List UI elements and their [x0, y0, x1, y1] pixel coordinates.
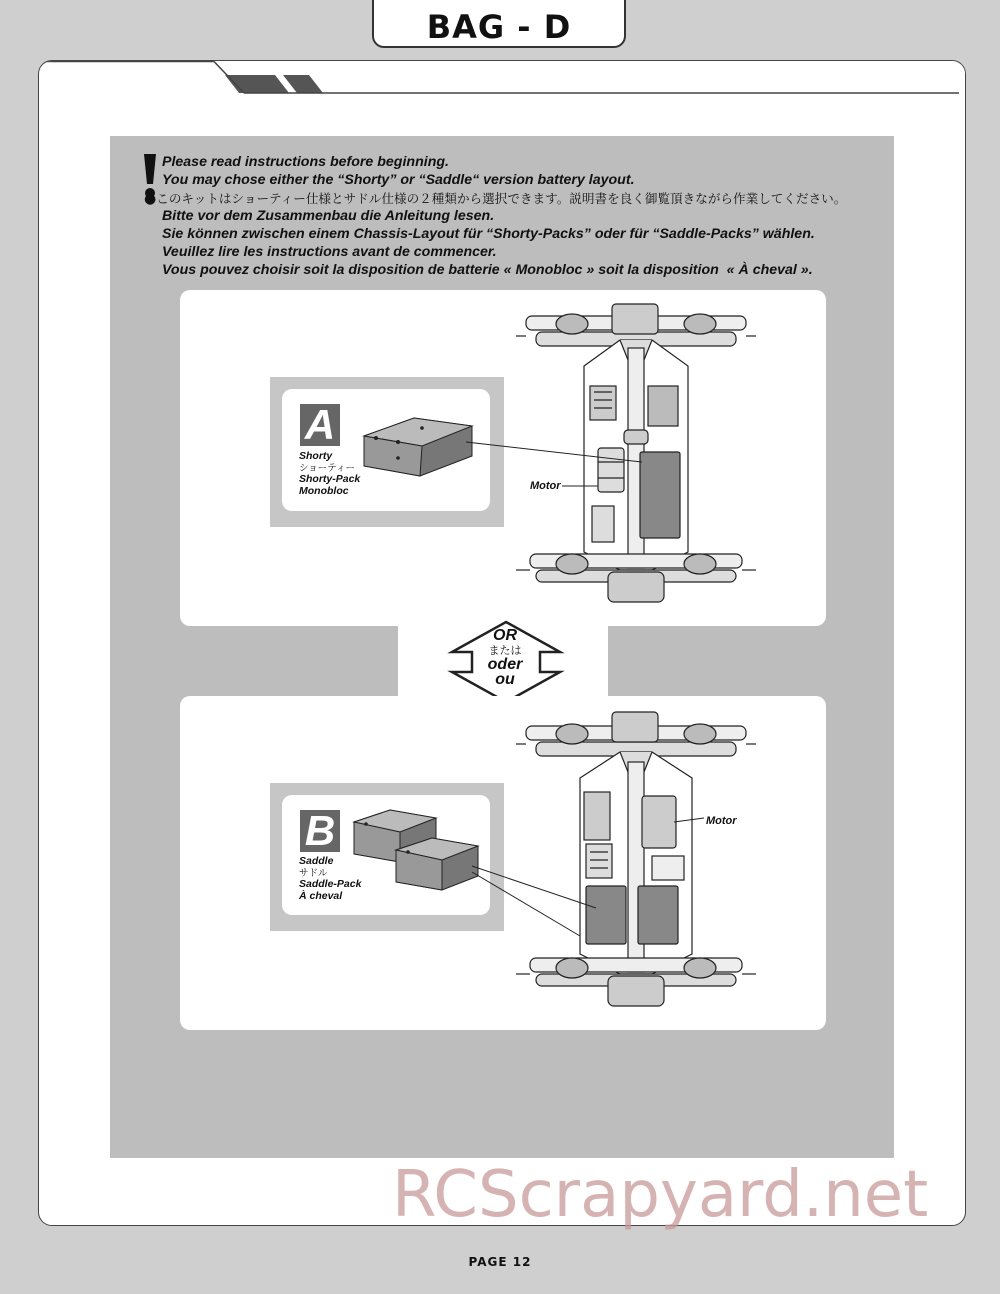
- option-b-caption: Saddle サドル Saddle-Pack À cheval: [299, 855, 362, 902]
- instruction-jp: ●このキットはショーティー仕様とサドル仕様の２種類から選択できます。説明書を良く御覧頂きながら作業してください。: [144, 190, 847, 207]
- instruction-en-2: You may chose either the “Shorty” or “Saddle“ version battery layout.: [162, 171, 635, 188]
- page-title: BAG - D: [426, 8, 572, 46]
- header-tab: [372, 0, 626, 48]
- instruction-de-1: Bitte vor dem Zusammenbau die Anleitung lesen.: [162, 208, 495, 225]
- option-a-caption: Shorty ショーティー Shorty-Pack Monobloc: [299, 450, 361, 497]
- option-a-leader-line: [466, 440, 666, 470]
- motor-label-b-line: [670, 816, 710, 826]
- instruction-en-1: Please read instructions before beginning.: [162, 154, 449, 170]
- option-b-leader-lines: [470, 860, 650, 950]
- motor-label-a-line: [562, 484, 602, 490]
- watermark: RCScrapyard.net: [392, 1158, 929, 1232]
- option-a-badge: A: [300, 404, 340, 446]
- motor-label-a: Motor: [530, 480, 561, 492]
- instruction-fr-1: Veuillez lire les instructions avant de commencer.: [162, 243, 497, 260]
- shorty-battery-icon: [362, 414, 482, 484]
- instruction-de-2: Sie können zwischen einem Chassis-Layout für “Shorty-Packs” oder für “Saddle-Packs” wählen.: [162, 226, 815, 243]
- motor-label-b: Motor: [706, 815, 737, 827]
- page-number: PAGE 12: [468, 1255, 532, 1269]
- or-label: OR または oder ou: [487, 627, 523, 688]
- frame-corner-decoration: [39, 61, 966, 101]
- option-b-badge: B: [300, 810, 340, 852]
- instruction-fr-2: Vous pouvez choisir soit la disposition de batterie « Monobloc » soit la disposition « À cheval ».: [162, 261, 813, 278]
- instructions-block: [144, 154, 892, 280]
